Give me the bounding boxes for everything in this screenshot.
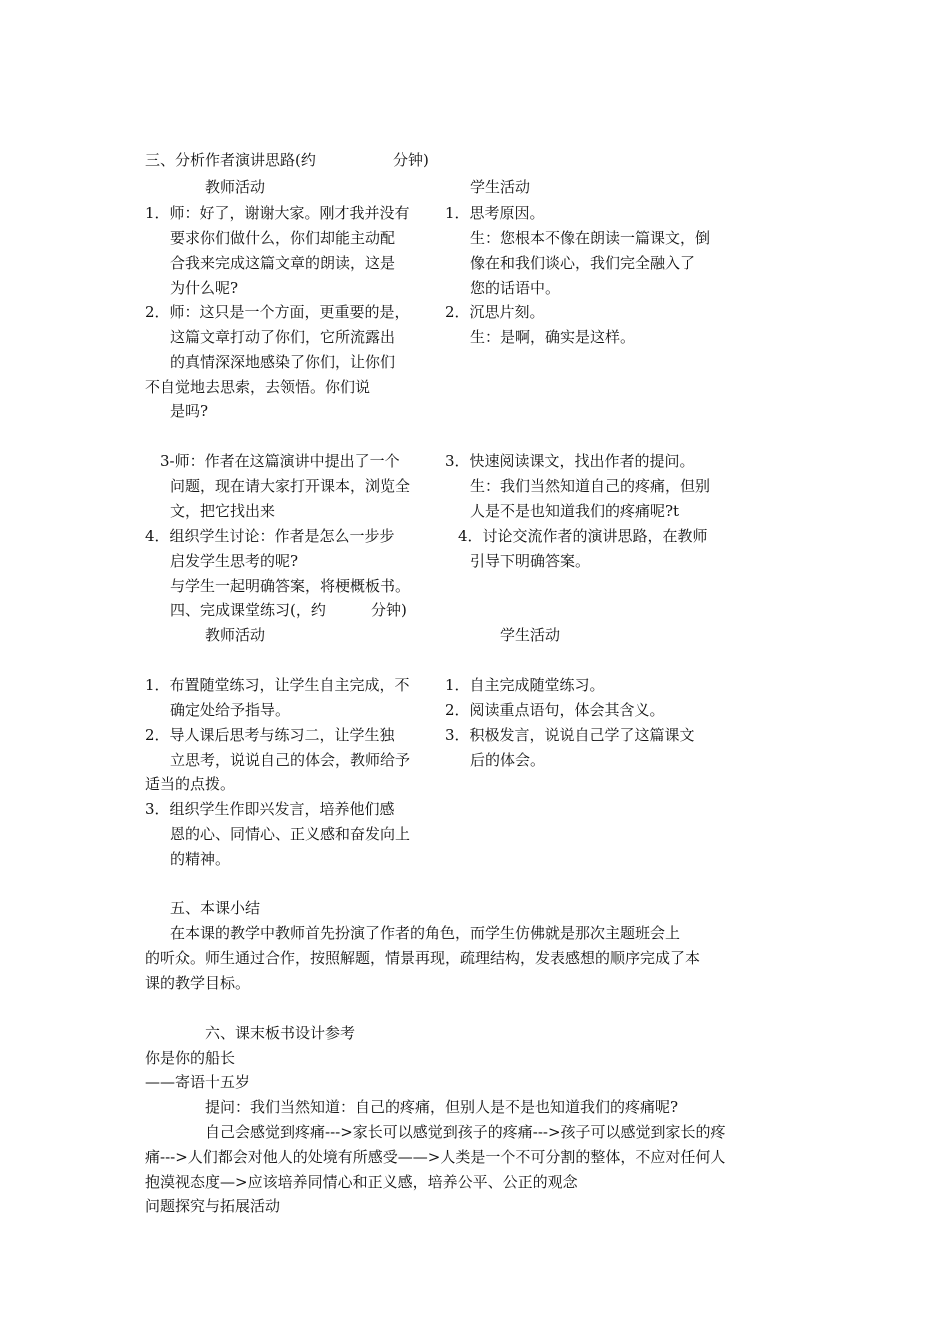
s3-student-line: 2．沉思片刻。 xyxy=(445,303,545,321)
s3-teacher-line: 这篇文章打动了你们，它所流露出 xyxy=(170,328,396,346)
section4-heading: 四、完成课堂练习(，约 xyxy=(170,601,326,619)
section5-heading: 五、本课小结 xyxy=(170,899,261,917)
summary-line: 课的教学目标。 xyxy=(145,974,251,992)
s3-teacher-line: 启发学生思考的呢? xyxy=(170,552,299,570)
section6-heading: 六、课末板书设计参考 xyxy=(205,1024,356,1042)
s4-student-line: 2．阅读重点语句，体会其含义。 xyxy=(445,701,665,719)
s4-student-line: 1．自主完成随堂练习。 xyxy=(445,676,605,694)
s3-teacher-line: 为什么呢? xyxy=(170,279,239,297)
s3-teacher-line: 3-师：作者在这篇演讲中提出了一个 xyxy=(160,452,400,470)
s3-student-line: 引导下明确答案。 xyxy=(470,552,591,570)
s3-teacher-line: 合我来完成这篇文章的朗读，这是 xyxy=(170,254,396,272)
section3-heading-tail: 分钟) xyxy=(393,151,429,169)
s3-student-line: 1．思考原因。 xyxy=(445,204,545,222)
summary-line: 的听众。师生通过合作，按照解题，情景再现，疏理结构，发表感想的顺序完成了本 xyxy=(145,949,701,967)
section4-heading-tail: 分钟) xyxy=(371,601,407,619)
board-chain-line: 抱漠视态度—>应该培养同情心和正义感，培养公平、公正的观念 xyxy=(145,1173,578,1191)
board-subtitle: ——寄语十五岁 xyxy=(145,1073,251,1091)
s3-student-line: 生：是啊，确实是这样。 xyxy=(470,328,636,346)
s3-teacher-line: 与学生一起明确答案，将梗概板书。 xyxy=(170,577,411,595)
s3-teacher-line: 2．师：这只是一个方面，更重要的是， xyxy=(145,303,410,321)
summary-line: 在本课的教学中教师首先扮演了作者的角色，而学生仿佛就是那次主题班会上 xyxy=(170,924,681,942)
s3-student-line: 像在和我们谈心，我们完全融入了 xyxy=(470,254,696,272)
s3-student-line: 生：您根本不像在朗读一篇课文，倒 xyxy=(470,229,711,247)
s4-student-line: 3．积极发言，说说自己学了这篇课文 xyxy=(445,726,695,744)
s3-teacher-line: 1．师：好了，谢谢大家。刚才我并没有 xyxy=(145,204,410,222)
s3-student-line: 生：我们当然知道自己的疼痛，但别 xyxy=(470,477,711,495)
s3-teacher-line: 要求你们做什么，你们却能主动配 xyxy=(170,229,396,247)
s3-student-line: 人是不是也知道我们的疼痛呢?t xyxy=(470,502,680,520)
s3-teacher-line: 的真情深深地感染了你们，让你们 xyxy=(170,353,396,371)
section3-heading: 三、分析作者演讲思路(约 xyxy=(145,151,316,169)
board-chain-line: 自己会感觉到疼痛--->家长可以感觉到孩子的疼痛--->孩子可以感觉到家长的疼 xyxy=(205,1123,726,1141)
s4-teacher-line: 2．导人课后思考与练习二，让学生独 xyxy=(145,726,395,744)
s3-student-line: 4．讨论交流作者的演讲思路，在教师 xyxy=(458,527,708,545)
s4-teacher-line: 恩的心、同情心、正义感和奋发向上 xyxy=(170,825,411,843)
s4-teacher-line: 适当的点拨。 xyxy=(145,775,236,793)
s4-teacher-line: 确定处给予指导。 xyxy=(170,701,291,719)
s4-teacher-line: 立思考，说说自己的体会，教师给予 xyxy=(170,751,411,769)
s3-teacher-line: 问题，现在请大家打开课本，浏览全 xyxy=(170,477,411,495)
s4-teacher-line: 3．组织学生作即兴发言，培养他们感 xyxy=(145,800,395,818)
s3-student-line: 您的话语中。 xyxy=(470,279,561,297)
s4-student-line: 后的体会。 xyxy=(470,751,546,769)
section3-student-header: 学生活动 xyxy=(470,178,531,196)
s3-student-line: 3．快速阅读课文，找出作者的提问。 xyxy=(445,452,695,470)
section4-student-header: 学生活动 xyxy=(500,626,561,644)
board-title: 你是你的船长 xyxy=(145,1049,236,1067)
s3-teacher-line: 是吗? xyxy=(170,402,209,420)
section3-teacher-header: 教师活动 xyxy=(205,178,266,196)
board-question: 提问：我们当然知道：自己的疼痛，但别人是不是也知道我们的疼痛呢? xyxy=(205,1098,679,1116)
s4-teacher-line: 的精神。 xyxy=(170,850,231,868)
board-footer: 问题探究与拓展活动 xyxy=(145,1197,281,1215)
s4-teacher-line: 1．布置随堂练习，让学生自主完成，不 xyxy=(145,676,410,694)
s3-teacher-line: 4．组织学生讨论：作者是怎么一步步 xyxy=(145,527,395,545)
section4-teacher-header: 教师活动 xyxy=(205,626,266,644)
s3-teacher-line: 不自觉地去思索，去领悟。你们说 xyxy=(145,378,371,396)
board-chain-line: 痛--->人们都会对他人的处境有所感受——>人类是一个不可分割的整体，不应对任何人 xyxy=(145,1148,726,1166)
s3-teacher-line: 文，把它找出来 xyxy=(170,502,276,520)
